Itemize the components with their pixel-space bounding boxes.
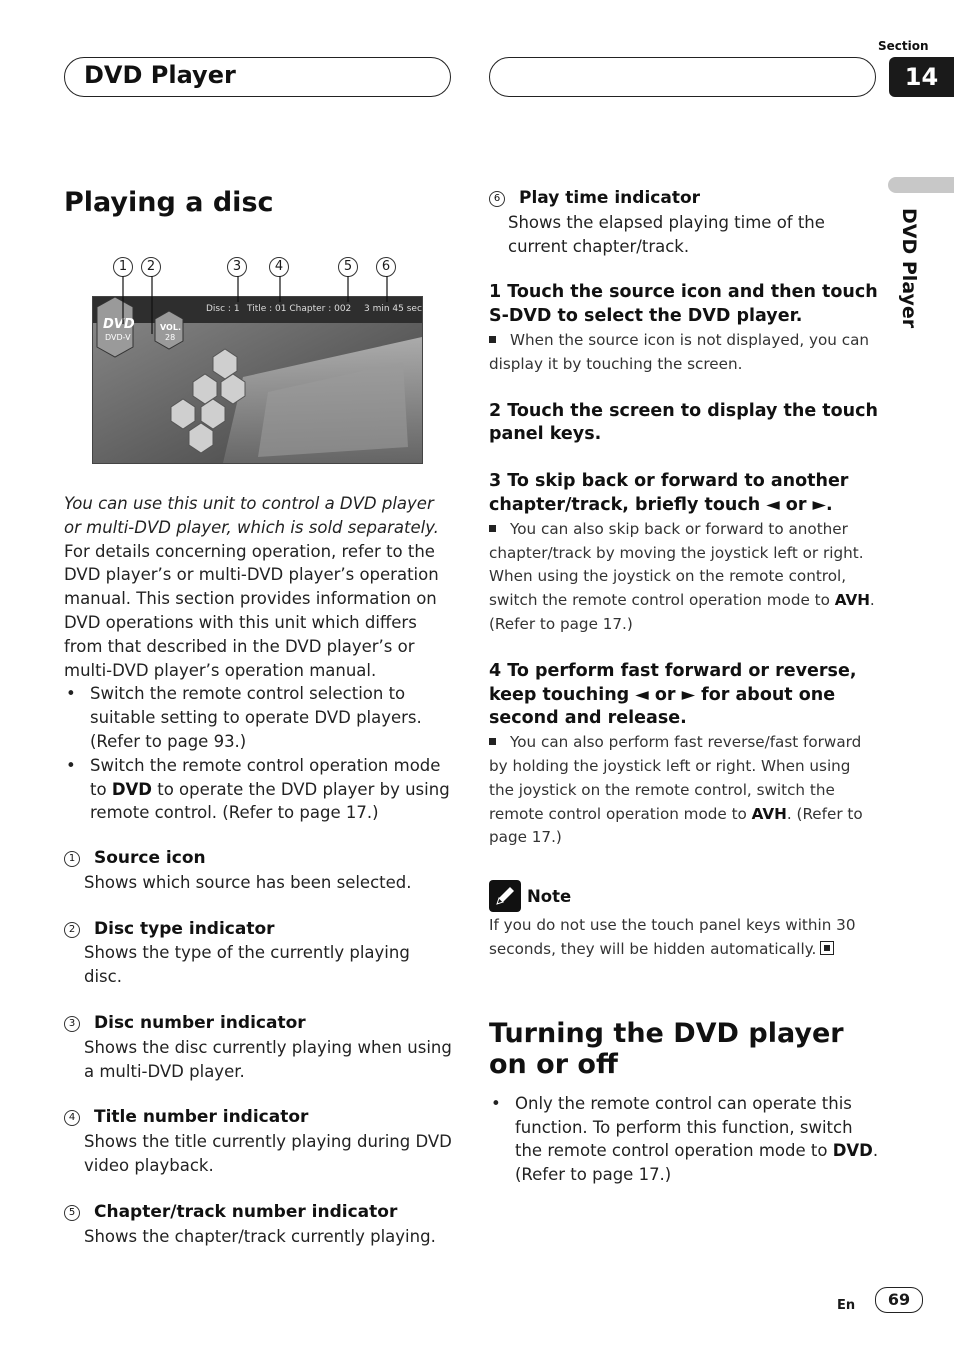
list-item: [64, 1012, 452, 1083]
note-square-icon: [489, 738, 496, 745]
heading-turning-on-off: Turning the DVD player on or off: [489, 1017, 844, 1080]
header-title: DVD Player: [84, 61, 236, 89]
callout-leader-lines: [92, 276, 422, 336]
item-number: 4: [64, 1110, 80, 1126]
intro-block: [64, 492, 452, 825]
step-2: [489, 400, 879, 448]
screen-play-time: 3 min 45 sec: [364, 304, 422, 314]
section-number-badge: 14: [889, 57, 954, 97]
header-right-pill: [489, 57, 876, 97]
item-number: 1: [64, 851, 80, 867]
item-title: Play time indicator: [519, 188, 701, 208]
intro-text: For details concerning operation, refer to the DVD player’s or multi-DVD player’s operation manual. This section provides information on DVD operations with this unit which differs from that described in the DVD player’s or multi-DVD player’s operation manual.: [64, 541, 439, 680]
item-desc: Shows the type of the currently playing disc.: [84, 943, 410, 987]
screen-vol-value: 28: [165, 333, 176, 342]
step-note: You can also skip back or forward to another chapter/track by moving the joystick left or right. When using the joystick on the remote control, switch the remote control operation mode to AVH. (Refer to page 17.): [489, 519, 875, 633]
right-column: [489, 187, 879, 1187]
screen-title-chapter: Title : 01 Chapter : 002: [247, 304, 352, 314]
bullet-item: [64, 754, 452, 825]
item-title: Source icon: [94, 848, 206, 868]
step-title: 1 Touch the source icon and then touch S-DVD to select the DVD player.: [489, 282, 878, 327]
note-text: If you do not use the touch panel keys within 30 seconds, they will be hidden automatically.: [489, 916, 856, 958]
item-title: Title number indicator: [94, 1107, 309, 1128]
bullet-item: [64, 682, 452, 753]
step-title: 3 To skip back or forward to another chapter/track, briefly touch ◄ or ►.: [489, 471, 849, 515]
item-desc: Shows the chapter/track currently playing.: [84, 1226, 436, 1246]
list-item: [489, 187, 879, 258]
bullet-bold: DVD: [111, 779, 152, 799]
bullet-text-end: to operate the DVD player by using remote control. (Refer to page 17.): [90, 779, 450, 823]
screen-vol-label: VOL.: [160, 323, 181, 332]
callout-6: 6: [376, 257, 396, 277]
note-square-icon: [489, 336, 496, 343]
footer-page-number: 69: [875, 1287, 923, 1313]
bullet-text: Switch the remote control selection to suitable setting to operate DVD players. (Refer to page 93.): [90, 684, 422, 751]
side-tab: [888, 177, 954, 193]
note-label: Note: [527, 886, 572, 906]
heading-playing-a-disc: Playing a disc: [64, 187, 274, 218]
callout-2: 2: [141, 257, 161, 277]
step-note: When the source icon is not displayed, you can display it by touching the screen.: [489, 330, 870, 373]
screen-source-icon[interactable]: DVD: [103, 317, 135, 332]
item-title: Chapter/track number indicator: [94, 1201, 398, 1222]
item-number: 3: [64, 1016, 80, 1032]
item-desc: Shows the title currently playing during DVD video playback.: [84, 1132, 452, 1175]
callout-5: 5: [338, 257, 358, 277]
bullet-text: Switch the remote control operation mode to: [90, 755, 441, 799]
step-title: 2 Touch the screen to display the touch panel keys.: [489, 400, 878, 445]
callout-3: 3: [227, 257, 247, 277]
step-1: [489, 281, 879, 376]
bullet-dot: •: [66, 755, 76, 775]
bullet-dot: •: [491, 1093, 501, 1113]
indicator-list: [64, 847, 452, 1248]
item-number: 5: [64, 1205, 80, 1221]
item-title: Disc type indicator: [94, 918, 275, 939]
list-item: [64, 918, 452, 989]
side-tab-label: DVD Player: [898, 208, 920, 329]
section-label: Section: [878, 39, 929, 53]
item-number: 2: [64, 922, 80, 938]
item-number: 6: [489, 191, 505, 207]
list-item: [64, 1106, 452, 1177]
end-mark-icon: [820, 941, 834, 955]
step-note: You can also perform fast reverse/fast forward by holding the joystick left or right. When using the joystick on the remote control, switch the remote control operation mode to AVH. (Refer to page 17.): [489, 733, 863, 847]
screen-disc-type: DVD-V: [105, 333, 131, 342]
item-desc: Shows which source has been selected.: [84, 872, 412, 892]
item-desc: Shows the elapsed playing time of the current chapter/track.: [508, 212, 825, 256]
list-item: [64, 847, 452, 895]
intro-italic: You can use this unit to control a DVD player or multi-DVD player, which is sold separately.: [64, 494, 439, 537]
bullet-dot: •: [66, 684, 76, 704]
note-square-icon: [489, 525, 496, 532]
screen-disc-number: Disc : 1: [206, 304, 240, 314]
callout-4: 4: [269, 257, 289, 277]
item-title: Disc number indicator: [94, 1012, 306, 1033]
bullet-item: • Only the remote control can operate this function. To perform this function, switch the remote control operation mode to DVD. (Refer to page 17.): [491, 1093, 879, 1185]
step-title: 4 To perform fast forward or reverse, keep touching ◄ or ► for about one second and release.: [489, 660, 857, 729]
list-item: [64, 1201, 452, 1249]
item-desc: Shows the disc currently playing when using a multi-DVD player.: [84, 1037, 452, 1081]
step-4: [489, 660, 879, 850]
note-block: [489, 880, 879, 962]
callout-1: 1: [113, 257, 133, 277]
step-3: [489, 470, 879, 637]
note-pencil-icon: [489, 880, 521, 912]
footer-lang: En: [837, 1298, 856, 1313]
